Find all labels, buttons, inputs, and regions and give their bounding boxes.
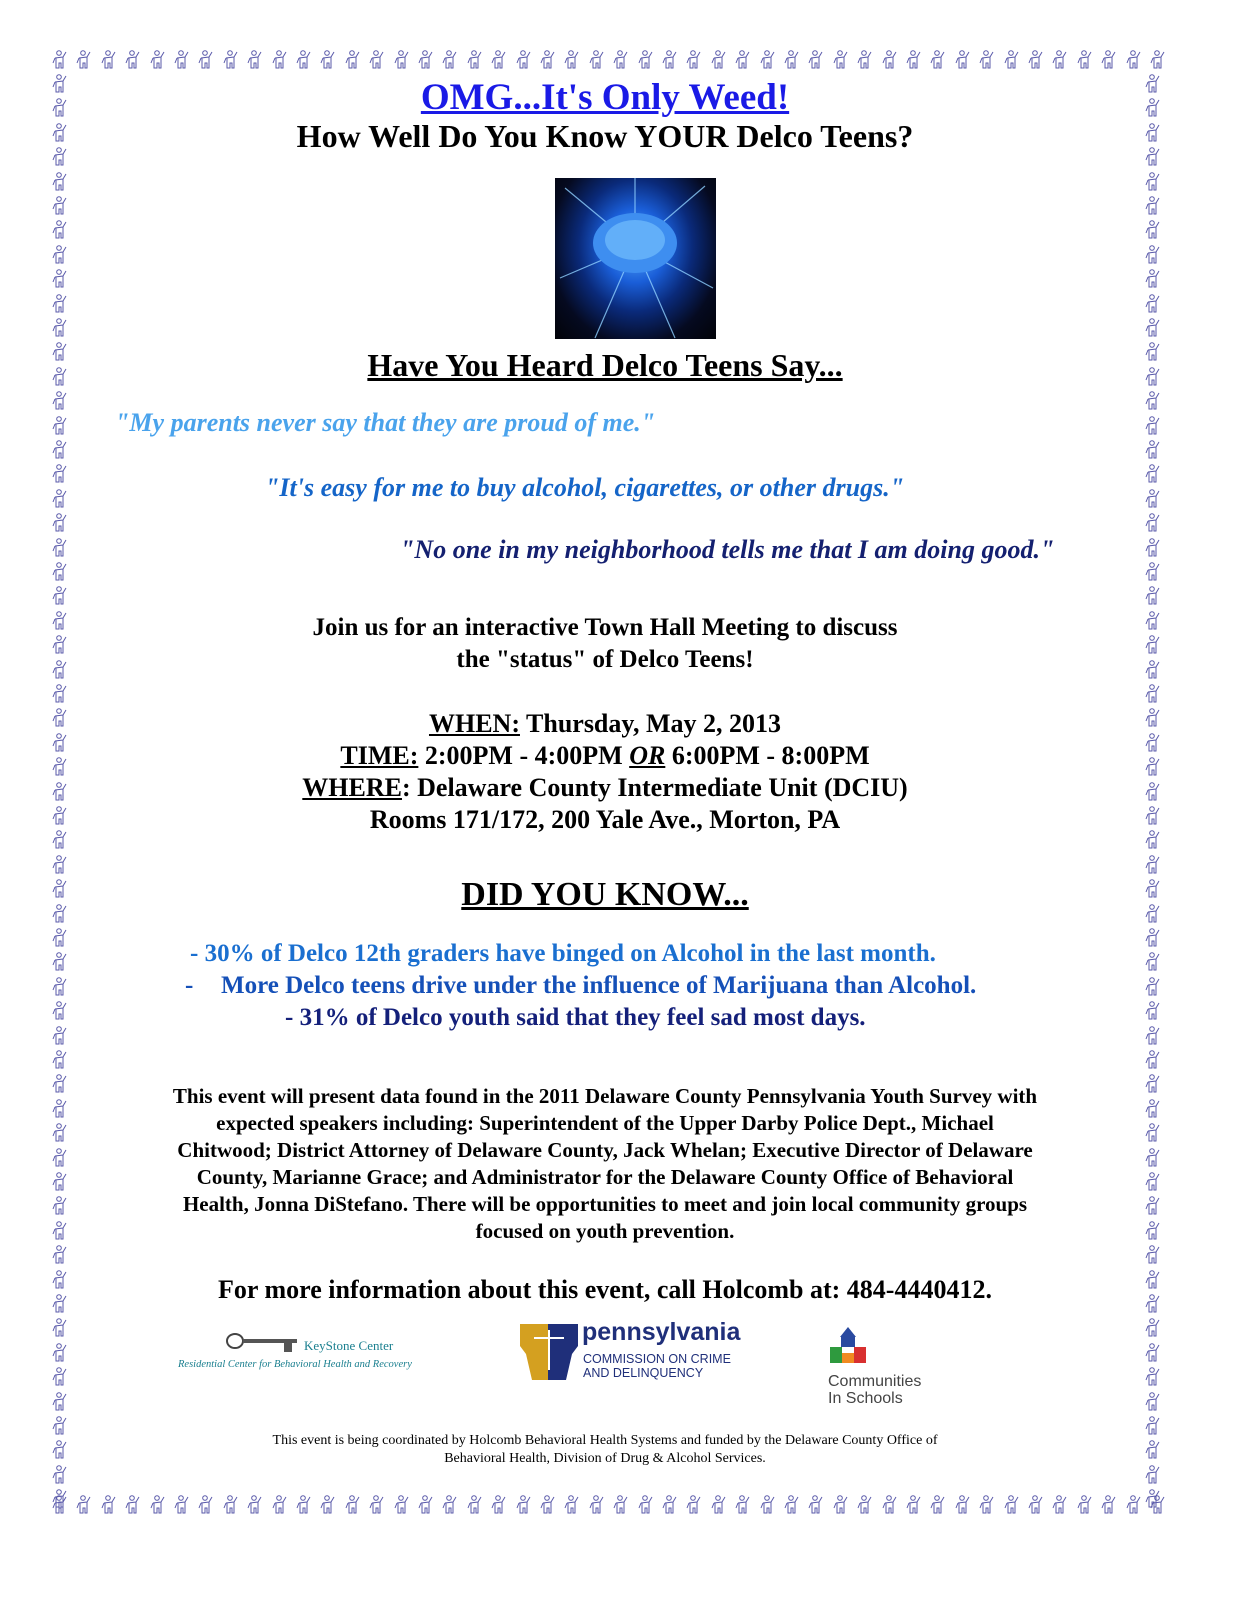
border-person-icon	[1145, 1489, 1161, 1509]
border-person-icon	[857, 1495, 873, 1515]
event-when	[0, 709, 1210, 739]
keystone-scales-icon	[518, 1320, 580, 1382]
border-person-icon	[516, 1495, 532, 1515]
heard-heading: Have You Heard Delco Teens Say...	[367, 347, 843, 383]
border-person-icon	[223, 50, 239, 70]
border-person-icon	[686, 50, 702, 70]
cis-line-1: Communities	[828, 1373, 922, 1390]
border-person-icon	[784, 1495, 800, 1515]
brain-image	[555, 178, 716, 339]
pccd-name: pennsylvania	[582, 1318, 741, 1346]
border-person-icon	[979, 50, 995, 70]
border-person-icon	[1145, 1245, 1161, 1265]
keystone-name: KeyStone Center	[304, 1338, 394, 1353]
pccd-sub-2: AND DELINQUENCY	[583, 1366, 704, 1380]
border-person-icon	[857, 50, 873, 70]
did-you-know-heading: DID YOU KNOW...	[461, 876, 749, 913]
flyer-subtitle: How Well Do You Know YOUR Delco Teens?	[296, 118, 914, 154]
border-person-icon	[52, 562, 68, 582]
time-a: 2:00PM - 4:00PM	[418, 741, 630, 770]
border-person-icon	[662, 50, 678, 70]
border-person-icon	[784, 50, 800, 70]
quote-2: "It's easy for me to buy alcohol, cigarettes, or other drugs."	[265, 473, 905, 502]
pccd-logo	[518, 1320, 768, 1382]
fact-1: - 30% of Delco 12th graders have binged on Alcohol in the last month.	[190, 940, 936, 967]
where-label: WHERE	[302, 773, 402, 802]
border-person-icon	[808, 1495, 824, 1515]
border-person-icon	[52, 294, 68, 314]
border-person-icon	[198, 50, 214, 70]
border-person-icon	[52, 952, 68, 972]
border-person-icon	[52, 220, 68, 240]
border-person-icon	[1004, 1495, 1020, 1515]
border-person-icon	[1145, 1050, 1161, 1070]
border-person-icon	[638, 1495, 654, 1515]
border-person-icon	[808, 50, 824, 70]
border-person-icon	[52, 855, 68, 875]
border-person-icon	[418, 1495, 434, 1515]
border-person-icon	[52, 464, 68, 484]
border-person-icon	[52, 1245, 68, 1265]
time-or: OR	[629, 741, 666, 770]
border-person-icon	[320, 50, 336, 70]
border-person-icon	[882, 50, 898, 70]
event-where	[0, 773, 1210, 803]
border-person-icon	[882, 1495, 898, 1515]
border-person-icon	[345, 50, 361, 70]
border-person-icon	[174, 50, 190, 70]
invite-line-2: the "status" of Delco Teens!	[456, 646, 754, 673]
border-person-icon	[491, 1495, 507, 1515]
border-person-icon	[1145, 196, 1161, 216]
border-person-icon	[1028, 1495, 1044, 1515]
footer-line-1: This event is being coordinated by Holcomb Behavioral Health Systems and funded by the Delaware County Office of	[272, 1433, 938, 1448]
fact-3: - 31% of Delco youth said that they feel sad most days.	[285, 1004, 866, 1031]
border-person-icon	[1145, 586, 1161, 606]
border-person-icon	[52, 1343, 68, 1363]
border-person-icon	[52, 1050, 68, 1070]
border-person-icon	[52, 440, 68, 460]
border-person-icon	[833, 1495, 849, 1515]
border-person-icon	[296, 50, 312, 70]
fact-2: More Delco teens drive under the influence of Marijuana than Alcohol.	[221, 972, 977, 999]
border-person-icon	[101, 1495, 117, 1515]
border-person-icon	[1145, 1318, 1161, 1338]
border-person-icon	[711, 1495, 727, 1515]
border-person-icon	[1145, 855, 1161, 875]
border-person-icon	[223, 1495, 239, 1515]
border-person-icon	[272, 1495, 288, 1515]
keystone-tagline: Residential Center for Behavioral Health and Recovery	[178, 1359, 412, 1370]
border-person-icon	[564, 1495, 580, 1515]
border-person-icon	[1145, 245, 1161, 265]
border-person-icon	[540, 1495, 556, 1515]
border-person-icon	[198, 1495, 214, 1515]
border-person-icon	[1145, 440, 1161, 460]
border-person-icon	[760, 1495, 776, 1515]
border-person-icon	[101, 50, 117, 70]
key-icon	[226, 1332, 301, 1354]
border-person-icon	[1145, 269, 1161, 289]
keystone-logo	[178, 1330, 463, 1380]
border-person-icon	[52, 1318, 68, 1338]
border-person-icon	[52, 269, 68, 289]
border-person-icon	[1145, 952, 1161, 972]
border-person-icon	[442, 50, 458, 70]
border-person-icon	[1145, 538, 1161, 558]
border-person-icon	[1028, 50, 1044, 70]
border-person-icon	[1145, 1001, 1161, 1021]
time-label: TIME:	[340, 741, 419, 770]
quote-1: "My parents never say that they are proud of me."	[115, 408, 656, 437]
border-person-icon	[1145, 391, 1161, 411]
border-person-icon	[955, 50, 971, 70]
border-person-icon	[686, 1495, 702, 1515]
border-person-icon	[52, 50, 68, 70]
border-person-icon	[1145, 220, 1161, 240]
event-rooms: Rooms 171/172, 200 Yale Ave., Morton, PA	[369, 805, 841, 834]
border-person-icon	[1145, 416, 1161, 436]
border-person-icon	[930, 1495, 946, 1515]
border-person-icon	[1145, 172, 1161, 192]
border-person-icon	[1145, 1392, 1161, 1412]
border-person-icon	[906, 1495, 922, 1515]
border-person-icon	[320, 1495, 336, 1515]
border-person-icon	[711, 50, 727, 70]
border-person-icon	[491, 50, 507, 70]
quote-3: "No one in my neighborhood tells me that I am doing good."	[400, 535, 1055, 564]
border-person-icon	[638, 50, 654, 70]
border-person-icon	[150, 1495, 166, 1515]
border-person-icon	[52, 1001, 68, 1021]
border-person-icon	[1052, 1495, 1068, 1515]
border-person-icon	[52, 416, 68, 436]
border-person-icon	[1077, 50, 1093, 70]
fact-2-dash: -	[185, 972, 194, 999]
border-person-icon	[1150, 50, 1166, 70]
border-person-icon	[125, 50, 141, 70]
border-person-icon	[125, 1495, 141, 1515]
border-person-icon	[1145, 562, 1161, 582]
border-person-icon	[442, 1495, 458, 1515]
paragraph-line: Health, Jonna DiStefano. There will be opportunities to meet and join local community groups	[182, 1192, 1028, 1216]
border-person-icon	[52, 172, 68, 192]
schoolhouse-icon	[828, 1325, 868, 1369]
more-info: For more information about this event, call Holcomb at: 484-4440412.	[218, 1275, 992, 1304]
border-person-icon	[394, 50, 410, 70]
border-person-icon	[1145, 513, 1161, 533]
border-person-icon	[540, 50, 556, 70]
border-person-icon	[735, 1495, 751, 1515]
border-person-icon	[1145, 1026, 1161, 1046]
border-person-icon	[1101, 50, 1117, 70]
border-person-icon	[76, 1495, 92, 1515]
border-person-icon	[906, 50, 922, 70]
border-person-icon	[955, 1495, 971, 1515]
border-person-icon	[1145, 1465, 1161, 1485]
border-person-icon	[52, 196, 68, 216]
border-person-icon	[833, 50, 849, 70]
border-person-icon	[52, 1392, 68, 1412]
brain-rays-icon	[555, 178, 716, 339]
border-person-icon	[1145, 928, 1161, 948]
border-person-icon	[174, 1495, 190, 1515]
where-value: : Delaware County Intermediate Unit (DCIU)	[401, 773, 908, 802]
border-person-icon	[1145, 684, 1161, 704]
border-person-icon	[1145, 977, 1161, 997]
border-person-icon	[1126, 50, 1142, 70]
border-person-icon	[247, 50, 263, 70]
cis-line-2: In Schools	[828, 1390, 903, 1407]
border-person-icon	[52, 489, 68, 509]
border-person-icon	[1126, 1495, 1142, 1515]
when-value: Thursday, May 2, 2013	[519, 709, 781, 738]
border-person-icon	[613, 50, 629, 70]
border-person-icon	[52, 586, 68, 606]
border-person-icon	[52, 318, 68, 338]
border-person-icon	[1052, 50, 1068, 70]
cis-logo	[828, 1325, 938, 1410]
paragraph-line: expected speakers including: Superintendent of the Upper Darby Police Dept., Michael	[216, 1111, 994, 1135]
paragraph-line: focused on youth prevention.	[475, 1219, 735, 1243]
border-person-icon	[369, 50, 385, 70]
border-person-icon	[1004, 50, 1020, 70]
border-person-icon	[467, 50, 483, 70]
border-person-icon	[52, 513, 68, 533]
border-person-icon	[662, 1495, 678, 1515]
invite-line-1: Join us for an interactive Town Hall Meeting to discuss	[312, 614, 898, 641]
border-person-icon	[52, 391, 68, 411]
border-person-icon	[296, 1495, 312, 1515]
border-person-icon	[589, 1495, 605, 1515]
border-person-icon	[52, 538, 68, 558]
border-person-icon	[52, 684, 68, 704]
border-person-icon	[418, 50, 434, 70]
border-person-icon	[735, 50, 751, 70]
border-person-icon	[345, 1495, 361, 1515]
paragraph-line: Chitwood; District Attorney of Delaware County, Jack Whelan; Executive Director of Delaware	[177, 1138, 1033, 1162]
border-person-icon	[52, 1026, 68, 1046]
pccd-sub-1: COMMISSION ON CRIME	[583, 1352, 731, 1366]
border-person-icon	[150, 50, 166, 70]
border-person-icon	[1077, 1495, 1093, 1515]
border-person-icon	[613, 1495, 629, 1515]
border-person-icon	[369, 1495, 385, 1515]
border-person-icon	[1145, 464, 1161, 484]
border-person-icon	[979, 1495, 995, 1515]
flyer-title: OMG...It's Only Weed!	[420, 77, 790, 118]
border-person-icon	[1101, 1495, 1117, 1515]
border-person-icon	[589, 50, 605, 70]
border-person-icon	[930, 50, 946, 70]
border-person-icon	[52, 1367, 68, 1387]
border-person-icon	[52, 928, 68, 948]
paragraph-line: County, Marianne Grace; and Administrator for the Delaware County Office of Behavioral	[196, 1165, 1014, 1189]
paragraph-line: This event will present data found in the 2011 Delaware County Pennsylvania Youth Survey with	[172, 1084, 1038, 1108]
border-person-icon	[52, 245, 68, 265]
border-person-icon	[516, 50, 532, 70]
border-person-icon	[1145, 1343, 1161, 1363]
border-person-icon	[1145, 294, 1161, 314]
border-person-icon	[1145, 489, 1161, 509]
border-person-icon	[76, 50, 92, 70]
border-person-icon	[467, 1495, 483, 1515]
border-person-icon	[564, 50, 580, 70]
border-person-icon	[1145, 1367, 1161, 1387]
time-b: 6:00PM - 8:00PM	[665, 741, 870, 770]
border-person-icon	[760, 50, 776, 70]
border-person-icon	[1145, 318, 1161, 338]
border-person-icon	[52, 1465, 68, 1485]
border-person-icon	[394, 1495, 410, 1515]
event-time	[0, 741, 1210, 771]
border-person-icon	[272, 50, 288, 70]
border-person-icon	[52, 1489, 68, 1509]
footer-line-2: Behavioral Health, Division of Drug & Alcohol Services.	[444, 1451, 766, 1466]
border-person-icon	[247, 1495, 263, 1515]
border-person-icon	[52, 977, 68, 997]
when-label: WHEN:	[428, 709, 520, 738]
